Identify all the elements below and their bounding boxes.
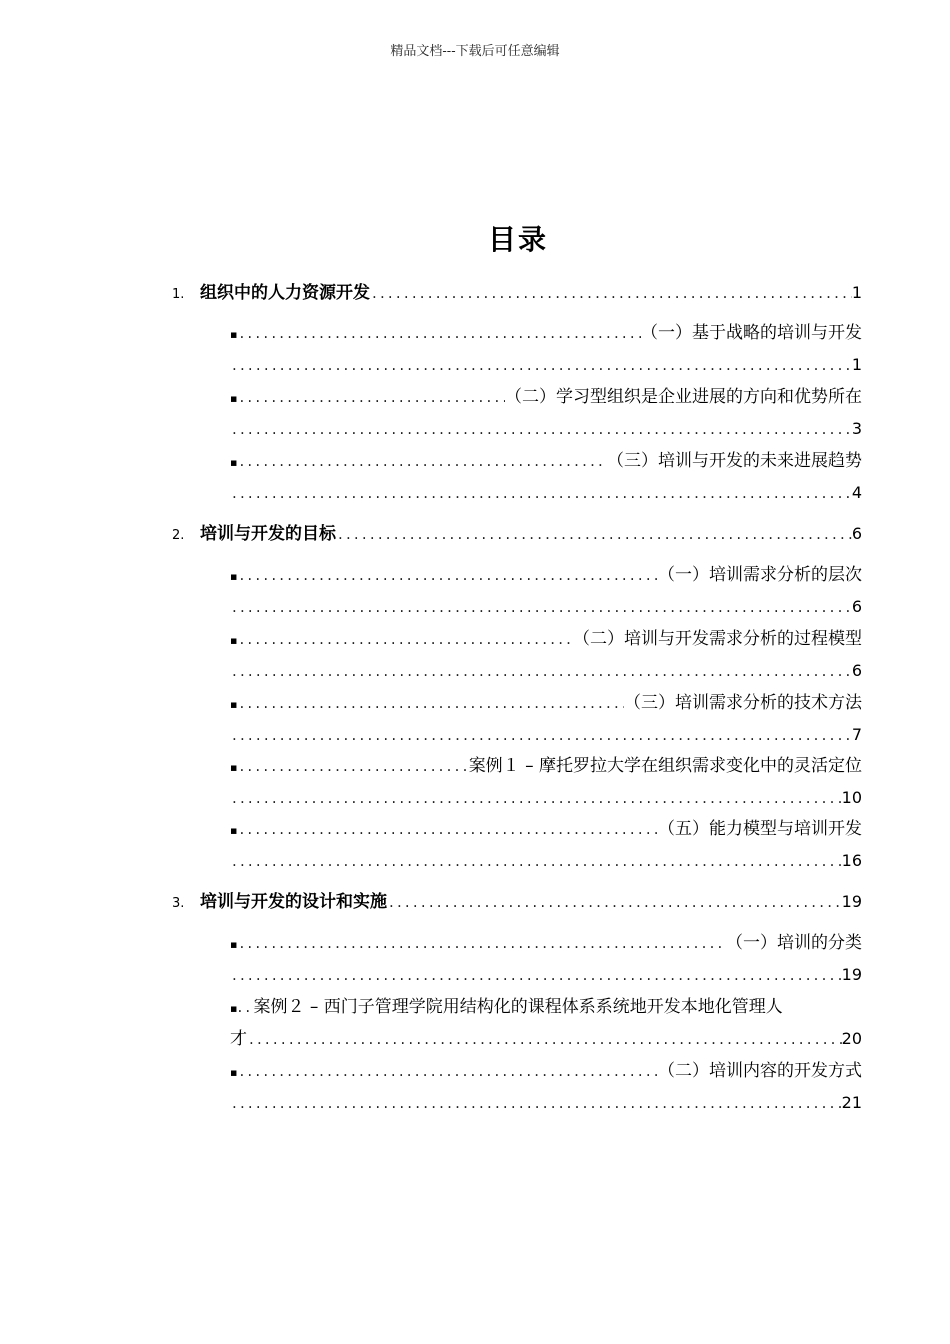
toc-entry-2-5-page[interactable] [230,848,862,874]
toc-entry-2-2[interactable] [230,626,862,652]
dot-leader [237,448,607,474]
page-number: 19 [841,965,862,984]
page-number: 7 [851,725,862,744]
toc-entry-1-2[interactable] [230,384,862,410]
toc-entry-2-3[interactable] [230,690,862,716]
toc-chapter-2[interactable] [172,521,862,547]
page-number: 16 [841,851,862,870]
dot-leader [237,994,253,1020]
page-number: 19 [841,892,862,911]
toc-entry-2-2-page[interactable] [230,658,862,684]
dot-leader [230,848,842,874]
entry-title: （一）培训需求分析的层次 [658,565,862,585]
page-number: 4 [851,483,862,502]
dot-leader [237,816,658,842]
toc-entry-1-3-page[interactable] [230,480,862,506]
toc-entry-2-4[interactable] [230,753,862,779]
dot-leader [237,1058,658,1084]
entry-title-continued: 才 [230,1029,247,1049]
bullet: ▪ [230,456,238,469]
page-header: 精品文档---下载后可任意编辑 [390,44,560,59]
chapter-title: 组织中的人力资源开发 [200,283,370,303]
dot-leader [230,962,842,988]
toc-entry-2-1-page[interactable] [230,594,862,620]
dot-leader [237,626,573,652]
toc-chapter-1[interactable] [172,280,862,306]
toc-entry-1-1-page[interactable] [230,352,862,378]
page-number: 21 [841,1093,862,1112]
bullet: ▪ [230,824,238,837]
page-number: 6 [851,524,862,543]
dot-leader [230,722,852,748]
entry-title: （二）培训与开发需求分析的过程模型 [573,629,862,649]
page-number: 6 [851,597,862,616]
page-number: 10 [841,788,862,807]
bullet: ▪ [230,938,238,951]
bullet: ▪ [230,392,238,405]
entry-title: （三）培训与开发的未来进展趋势 [607,451,862,471]
toc-entry-2-5[interactable] [230,816,862,842]
dot-leader [230,594,852,620]
entry-title: （一）培训的分类 [726,933,862,953]
dot-leader [230,480,852,506]
bullet: ▪ [230,634,238,647]
bullet: ▪ [230,328,238,341]
entry-title: 案例１ – 摩托罗拉大学在组织需求变化中的灵活定位 [468,756,862,776]
dot-leader [230,1090,842,1116]
page-number: 1 [851,283,862,302]
dot-leader [370,280,852,306]
bullet: ▪ [230,698,238,711]
dot-leader [230,352,852,378]
dot-leader [336,521,852,547]
toc-entry-2-4-page[interactable] [230,785,862,811]
dot-leader [237,930,726,956]
chapter-number: 1. [172,287,185,302]
toc-entry-1-1[interactable] [230,320,862,346]
toc-entry-3-1[interactable] [230,930,862,956]
dot-leader [230,658,852,684]
dot-leader [230,416,852,442]
dot-leader [237,753,468,779]
dot-leader [237,320,641,346]
entry-title: （二）学习型组织是企业进展的方向和优势所在 [505,387,862,407]
toc-entry-2-1[interactable] [230,562,862,588]
toc-title: 目录 [487,223,548,256]
toc-entry-2-3-page[interactable] [230,722,862,748]
bullet: ▪ [230,761,238,774]
bullet: ▪ [230,1066,238,1079]
toc-entry-1-3[interactable] [230,448,862,474]
page-number: 6 [851,661,862,680]
entry-title: 案例２ – 西门子管理学院用结构化的课程体系系统地开发本地化管理人 [253,997,783,1017]
chapter-number: 2. [172,528,185,543]
dot-leader [237,562,658,588]
entry-title: （一）基于战略的培训与开发 [641,323,862,343]
page-number: 1 [851,355,862,374]
dot-leader [387,889,842,915]
entry-title: （五）能力模型与培训开发 [658,819,862,839]
dot-leader [247,1026,842,1052]
page-number: 3 [851,419,862,438]
toc-entry-3-3-page[interactable] [230,1090,862,1116]
dot-leader [237,384,505,410]
chapter-title: 培训与开发的设计和实施 [200,892,387,912]
toc-entry-3-2[interactable] [230,994,862,1020]
toc-entry-3-1-page[interactable] [230,962,862,988]
chapter-title: 培训与开发的目标 [200,524,336,544]
toc-chapter-3[interactable] [172,889,862,915]
bullet: ▪ [230,1002,238,1015]
chapter-number: 3. [172,896,185,911]
page-number: 20 [841,1029,862,1048]
dot-leader [237,690,624,716]
entry-title: （二）培训内容的开发方式 [658,1061,862,1081]
entry-title: （三）培训需求分析的技术方法 [624,693,862,713]
toc-entry-3-2-page[interactable] [230,1026,862,1052]
bullet: ▪ [230,570,238,583]
dot-leader [230,785,842,811]
toc-entry-3-3[interactable] [230,1058,862,1084]
toc-entry-1-2-page[interactable] [230,416,862,442]
